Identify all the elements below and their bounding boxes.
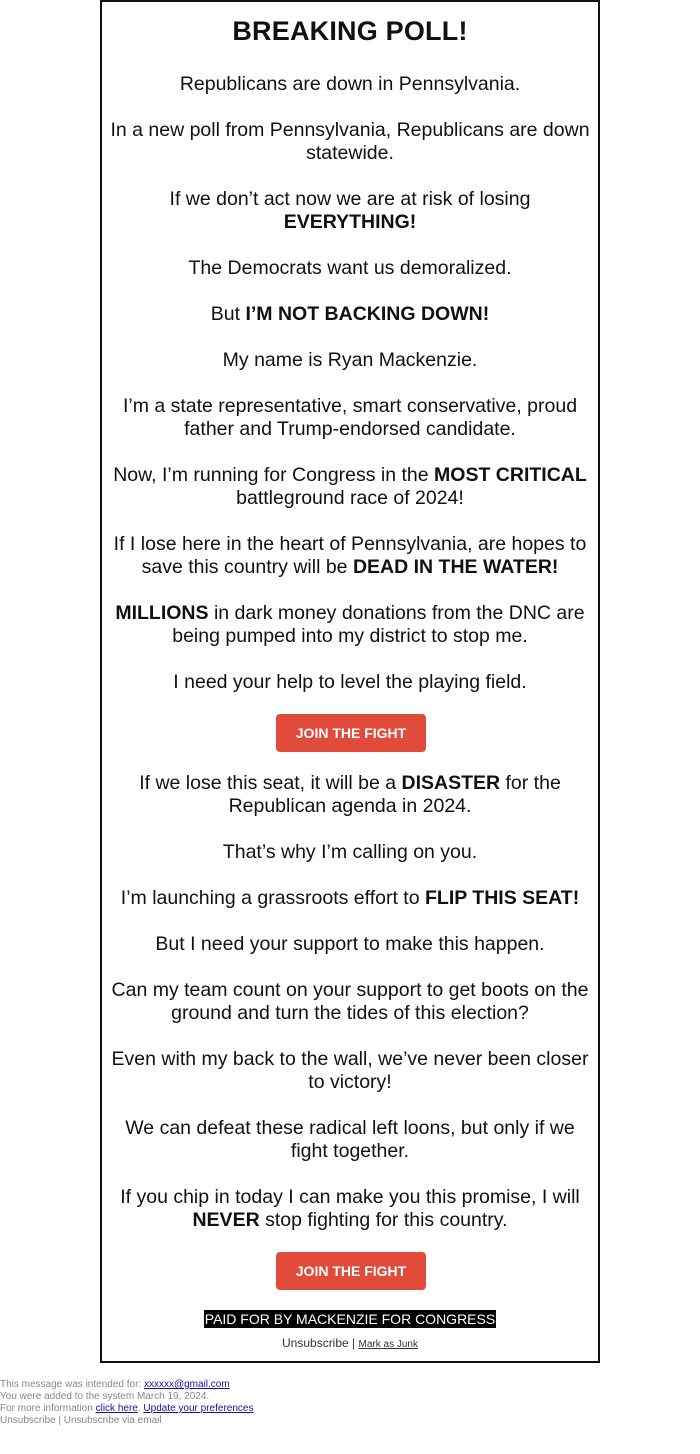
paragraph-text: If we lose this seat, it will be a: [139, 772, 402, 794]
footer: [0, 1379, 253, 1427]
paragraph-text: Republicans are down in Pennsylvania.: [179, 73, 521, 95]
recipient-email-link[interactable]: xxxxxx@gmail.com: [143, 1379, 230, 1390]
paragraph-text: I’m a state representative, smart conservative, proud father and Trump-endorsed candidate.: [122, 395, 578, 440]
paragraph-text: In a new poll from Pennsylvania, Republicans are down statewide.: [110, 119, 590, 164]
bold-emphasis: DISASTER: [401, 772, 501, 794]
email-body: [100, 0, 600, 1363]
paragraph-text: But I need your support to make this happen.: [155, 933, 545, 955]
update-preferences-link[interactable]: Update your preferences: [143, 1403, 254, 1414]
paragraph-text: battleground race of 2024!: [236, 487, 464, 509]
added-line: You were added to the system March 19, 2024.: [0, 1391, 210, 1402]
bold-emphasis: MILLIONS: [115, 602, 209, 624]
paragraph-text: We can defeat these radical left loons, but only if we fight together.: [125, 1117, 575, 1162]
paragraph-text: stop fighting for this country.: [259, 1209, 508, 1231]
mark-as-junk-link[interactable]: Mark as Junk: [358, 1339, 418, 1350]
bold-emphasis: EVERYTHING!: [283, 211, 417, 233]
paragraph-text: If we don’t act now we are at risk of losing: [169, 188, 531, 210]
paragraph: [110, 73, 590, 96]
unsubscribe-text[interactable]: Unsubscribe: [282, 1336, 349, 1350]
paid-for-text: PAID FOR BY MACKENZIE FOR CONGRESS: [204, 1311, 496, 1327]
paragraph: [110, 119, 590, 165]
paragraph: [110, 671, 590, 694]
paragraph-text: My name is Ryan Mackenzie.: [222, 349, 478, 371]
paragraph: [110, 1186, 590, 1232]
paragraph-text: If you chip in today I can make you this promise, I will: [120, 1186, 580, 1208]
paragraph: [110, 303, 590, 326]
more-info-line: [0, 1403, 253, 1415]
paragraph-text: in dark money donations from the DNC are being pumped into my district to stop me.: [172, 602, 585, 647]
paragraph: [110, 772, 590, 818]
paragraph: [110, 979, 590, 1025]
paragraph-text: I’m launching a grassroots effort to: [120, 887, 425, 909]
separator: |: [352, 1336, 356, 1350]
paragraph-text: If I lose here in the heart of Pennsylvania, are hopes to save this country will be: [113, 533, 587, 578]
paragraph: [110, 464, 590, 510]
intended-line: [0, 1379, 253, 1391]
join-the-fight-button-bottom[interactable]: JOIN THE FIGHT: [276, 1252, 426, 1290]
headline: BREAKING POLL!: [232, 16, 468, 46]
footer-unsubscribe-line: [0, 1415, 253, 1427]
paragraph-text: Can my team count on your support to get boots on the ground and turn the tides of this election?: [111, 979, 589, 1024]
paragraph: [110, 395, 590, 441]
unsubscribe-row: [102, 1336, 598, 1350]
join-the-fight-button[interactable]: JOIN THE FIGHT: [276, 714, 426, 752]
bold-emphasis: NEVER: [192, 1209, 260, 1231]
paragraph: [110, 887, 590, 910]
bold-emphasis: MOST CRITICAL: [434, 464, 587, 486]
paragraph: [110, 1117, 590, 1163]
bold-emphasis: DEAD IN THE WATER!: [352, 556, 559, 578]
intended-label: This message was intended for:: [0, 1379, 144, 1390]
period: .: [137, 1403, 144, 1414]
unsubscribe-via-email[interactable]: Unsubscribe via email: [63, 1415, 162, 1426]
footer-unsubscribe[interactable]: Unsubscribe: [0, 1415, 56, 1426]
bold-emphasis: FLIP THIS SEAT!: [425, 887, 580, 909]
paragraph: [110, 933, 590, 956]
paragraph: [110, 1048, 590, 1094]
paid-for-disclaimer: [102, 1310, 598, 1329]
bold-emphasis: I’M NOT BACKING DOWN!: [245, 303, 490, 325]
paragraph-text: But: [210, 303, 246, 325]
paragraph: [110, 188, 590, 234]
paragraph-text: Even with my back to the wall, we’ve never been closer to victory!: [111, 1048, 589, 1093]
paragraph: [110, 533, 590, 579]
paragraph-text: for the Republican agenda in 2024.: [228, 772, 561, 817]
paragraph: [110, 349, 590, 372]
paragraph-text: Now, I’m running for Congress in the: [113, 464, 435, 486]
paragraph-text: I need your help to level the playing field.: [173, 671, 527, 693]
more-info-label: For more information: [0, 1403, 96, 1414]
paragraph: [110, 841, 590, 864]
paragraph-text: That’s why I’m calling on you.: [222, 841, 478, 863]
footer-separator: |: [58, 1415, 61, 1426]
paragraph: [110, 602, 590, 648]
paragraph-text: The Democrats want us demoralized.: [188, 257, 512, 279]
paragraph: [110, 257, 590, 280]
click-here-link[interactable]: click here: [95, 1403, 138, 1414]
